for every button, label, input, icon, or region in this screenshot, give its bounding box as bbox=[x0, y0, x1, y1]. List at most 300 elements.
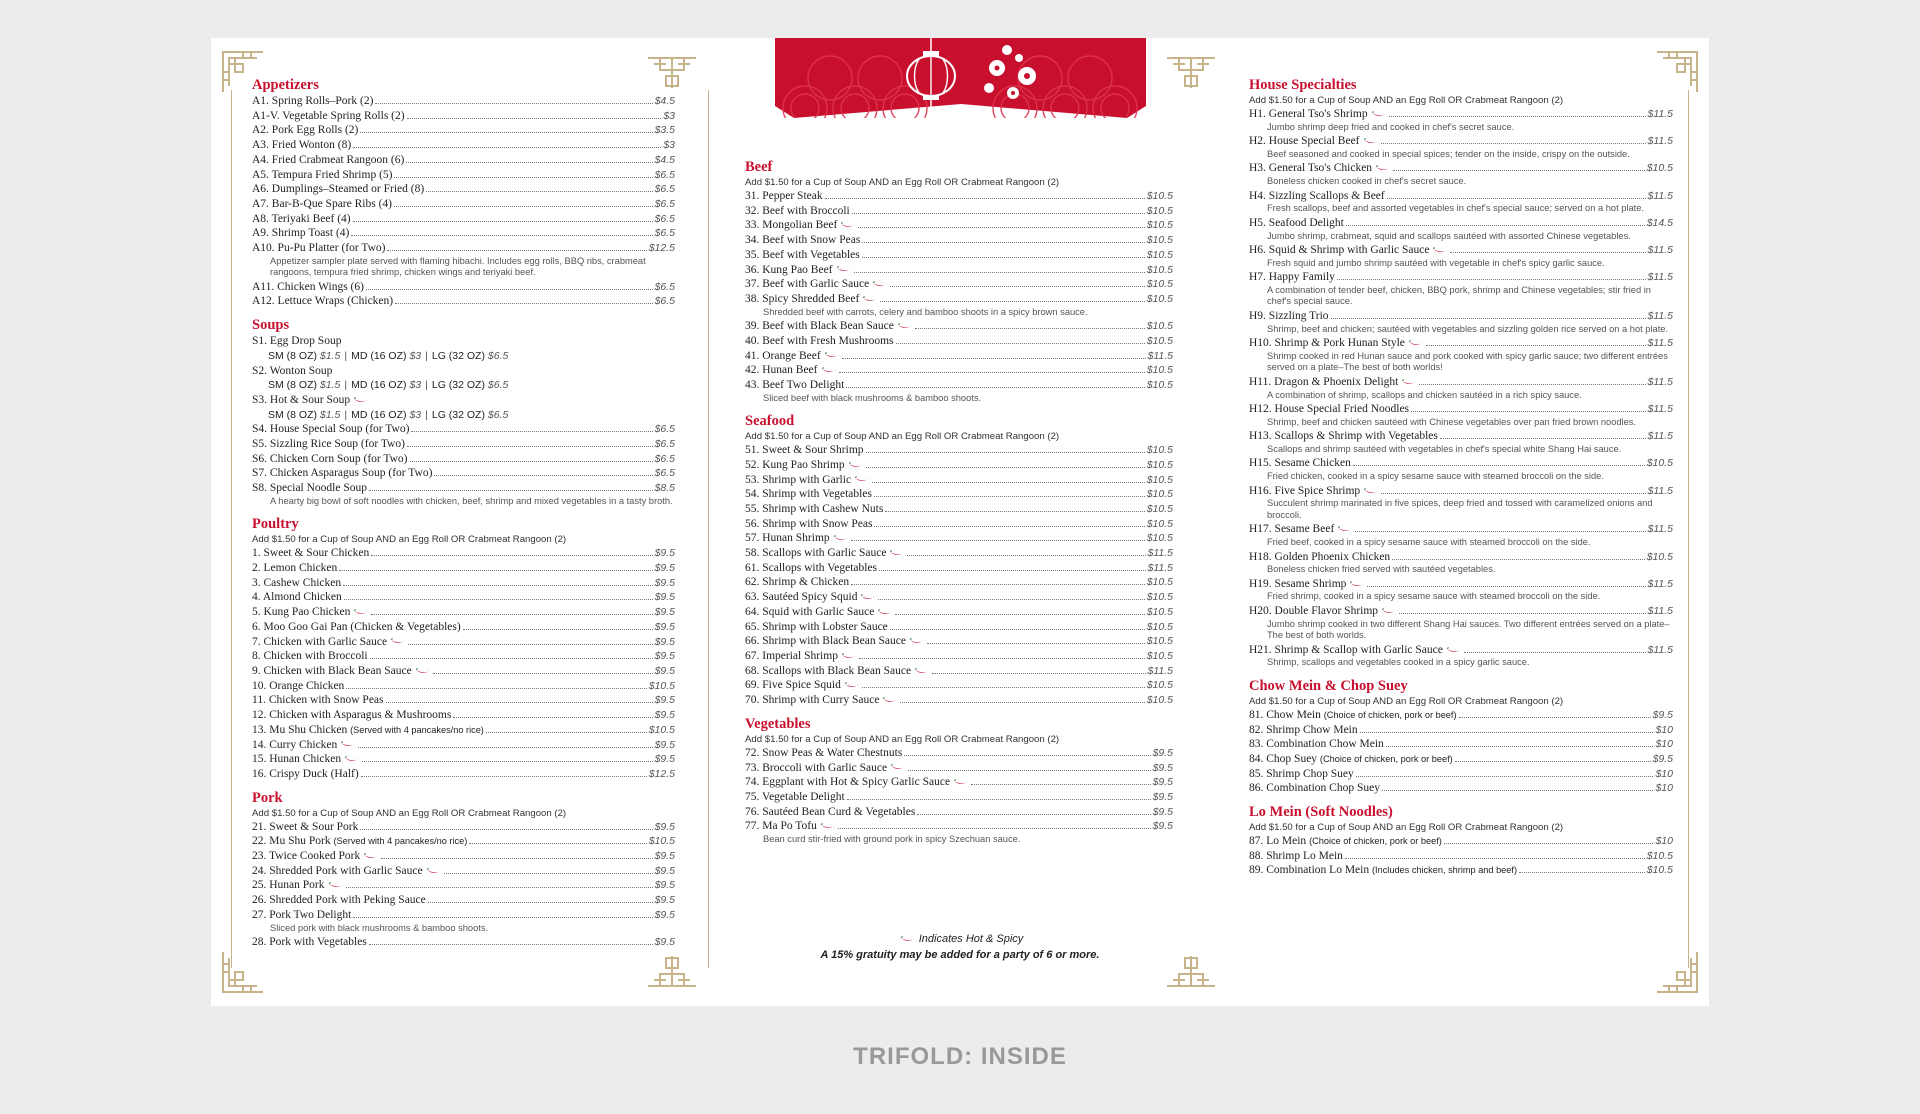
item-price: $4.5 bbox=[654, 153, 675, 166]
item-name-text: 32. Beef with Broccoli bbox=[745, 204, 850, 217]
item-name bbox=[1249, 522, 1353, 537]
dot-leader bbox=[932, 673, 1145, 674]
item-price: $9.5 bbox=[654, 591, 675, 604]
menu-item bbox=[745, 277, 1173, 292]
item-description: Fresh scallops, beef and assorted vegetables in chef's special sauce; served on a hot plate. bbox=[1267, 203, 1644, 214]
item-name bbox=[252, 590, 342, 605]
item-name bbox=[745, 746, 902, 761]
item-name bbox=[745, 443, 864, 458]
item-name bbox=[252, 466, 432, 481]
dot-leader bbox=[346, 887, 653, 888]
item-price: $9.5 bbox=[654, 820, 675, 833]
item-name-text: A6. Dumplings–Steamed or Fried (8) bbox=[252, 183, 425, 196]
item-price: $10 bbox=[1655, 767, 1673, 780]
item-price: $11.5 bbox=[1647, 484, 1673, 497]
item-name-text: 51. Sweet & Sour Shrimp bbox=[745, 444, 864, 457]
menu-item bbox=[252, 664, 675, 679]
pepper-icon bbox=[862, 296, 878, 303]
dot-leader bbox=[1459, 717, 1651, 718]
size-price: $3 bbox=[409, 408, 422, 421]
pepper-icon bbox=[860, 594, 876, 601]
menu-item bbox=[745, 531, 1173, 546]
item-name-text: H17. Sesame Beef bbox=[1249, 523, 1335, 536]
item-price: $11.5 bbox=[1647, 244, 1673, 257]
item-name-text: 1. Sweet & Sour Chicken bbox=[252, 547, 370, 560]
menu-item bbox=[252, 294, 675, 309]
dot-leader bbox=[394, 177, 652, 178]
item-name-text: H5. Seafood Delight bbox=[1249, 216, 1344, 229]
dot-leader bbox=[358, 747, 652, 748]
item-description: Bean curd stir-fried with ground pork in spicy Szechuan sauce. bbox=[763, 834, 1021, 845]
dot-leader bbox=[410, 461, 653, 462]
item-description: Appetizer sampler plate served with flaming hibachi. Includes egg rolls, BBQ ribs, crabmeat rangoons, tempura fried shrimp, chicken wings and teriyaki beef. bbox=[270, 255, 646, 278]
menu-item bbox=[745, 649, 1173, 664]
item-name bbox=[1249, 456, 1351, 471]
item-name bbox=[252, 546, 369, 561]
item-description: A hearty big bowl of soft noodles with chicken, beef, shrimp and mixed vegetables in a tasty broth. bbox=[270, 495, 673, 506]
dot-leader bbox=[927, 643, 1145, 644]
item-price: $10.5 bbox=[1146, 219, 1173, 232]
item-name bbox=[252, 153, 404, 168]
dot-leader bbox=[846, 387, 1144, 388]
menu-item bbox=[745, 218, 1173, 233]
dot-leader bbox=[880, 301, 1144, 302]
item-name bbox=[252, 364, 332, 379]
item-name-text: 83. Combination Chow Mein bbox=[1249, 738, 1384, 751]
dot-leader bbox=[346, 688, 646, 689]
item-name-text: 9. Chicken with Black Bean Sauce bbox=[252, 665, 412, 677]
size-label: LG (32 OZ) bbox=[431, 408, 485, 421]
item-price: $4.5 bbox=[654, 95, 675, 107]
item-name bbox=[745, 319, 913, 334]
item-name bbox=[745, 790, 845, 805]
menu-item bbox=[1249, 456, 1673, 471]
item-name bbox=[745, 487, 872, 502]
dot-leader bbox=[408, 644, 652, 645]
menu-item bbox=[745, 263, 1173, 278]
item-price: $10.5 bbox=[1146, 620, 1173, 633]
menu-item bbox=[252, 153, 675, 168]
item-price: $9.5 bbox=[1152, 776, 1173, 789]
item-name bbox=[745, 473, 870, 488]
item-price: $10.5 bbox=[1646, 457, 1673, 470]
item-name-text: A12. Lettuce Wraps (Chicken) bbox=[252, 295, 394, 308]
item-price: $10.5 bbox=[1146, 292, 1173, 305]
dot-leader bbox=[851, 584, 1145, 585]
item-name bbox=[252, 834, 467, 849]
item-name-text: S8. Special Noodle Soup bbox=[252, 482, 367, 495]
size-options bbox=[252, 408, 675, 423]
menu-item bbox=[252, 546, 675, 561]
dot-leader bbox=[862, 257, 1145, 258]
size-divider: | bbox=[344, 349, 348, 362]
item-name bbox=[252, 908, 351, 923]
item-name bbox=[1249, 189, 1385, 204]
pepper-icon bbox=[840, 222, 856, 229]
item-price: $6.5 bbox=[654, 183, 675, 196]
item-name-text: 8. Chicken with Broccoli bbox=[252, 650, 368, 663]
item-price: $10.5 bbox=[1146, 248, 1173, 261]
menu-item bbox=[1249, 336, 1673, 351]
menu-item bbox=[252, 466, 675, 481]
dot-leader bbox=[854, 272, 1145, 273]
item-name bbox=[1249, 781, 1380, 796]
menu-item bbox=[252, 212, 675, 227]
menu-item bbox=[1249, 189, 1673, 204]
item-price: $11.5 bbox=[1647, 189, 1673, 202]
item-price: $6.5 bbox=[654, 295, 675, 308]
menu-item bbox=[252, 561, 675, 576]
item-name-text: A7. Bar-B-Que Spare Ribs (4) bbox=[252, 197, 392, 210]
size-divider: | bbox=[344, 379, 348, 392]
item-price: $9.5 bbox=[654, 709, 675, 722]
item-name bbox=[1249, 309, 1329, 324]
dot-leader bbox=[838, 828, 1151, 829]
menu-item bbox=[252, 649, 675, 664]
menu-item bbox=[1249, 522, 1673, 537]
item-name bbox=[1249, 577, 1365, 592]
item-price: $9.5 bbox=[654, 576, 675, 589]
dot-leader bbox=[361, 776, 647, 777]
item-name bbox=[252, 334, 341, 349]
item-name-text: 89. Combination Lo Mein bbox=[1249, 864, 1370, 877]
dot-leader bbox=[369, 944, 653, 945]
item-name-text: 61. Scallops with Vegetables bbox=[745, 561, 878, 574]
item-name bbox=[745, 634, 925, 649]
item-name bbox=[252, 893, 426, 908]
item-name bbox=[252, 664, 431, 679]
menu-item bbox=[252, 481, 675, 496]
menu-item bbox=[745, 363, 1173, 378]
pepper-icon bbox=[426, 868, 442, 875]
item-name-text: 76. Sautéed Bean Curd & Vegetables bbox=[745, 805, 916, 818]
menu-item bbox=[1249, 849, 1673, 864]
menu-section bbox=[1249, 803, 1673, 878]
menu-item bbox=[252, 393, 675, 408]
pepper-icon bbox=[897, 323, 913, 330]
item-name bbox=[745, 819, 836, 834]
menu-item bbox=[1249, 863, 1673, 878]
item-price: $9.5 bbox=[654, 738, 675, 751]
dot-leader bbox=[371, 555, 652, 556]
gratuity-note: A 15% gratuity may be added for a party of 6 or more. bbox=[820, 949, 1100, 961]
item-name-text: H10. Shrimp & Pork Hunan Style bbox=[1249, 337, 1405, 350]
item-price: $11.5 bbox=[1647, 309, 1673, 322]
item-name bbox=[252, 109, 405, 124]
item-name bbox=[252, 723, 484, 738]
menu-section bbox=[1249, 76, 1673, 670]
dot-leader bbox=[407, 446, 653, 447]
pepper-icon bbox=[900, 936, 916, 943]
dot-leader bbox=[406, 162, 652, 163]
item-price: $6.5 bbox=[654, 423, 675, 436]
dot-leader bbox=[375, 103, 652, 104]
item-name-text: 36. Kung Pao Beef bbox=[745, 263, 833, 276]
item-description: Fried chicken, cooked in a spicy sesame sauce with steamed broccoli on the side. bbox=[1267, 471, 1604, 482]
item-price: $10 bbox=[1655, 738, 1673, 751]
item-name bbox=[745, 775, 969, 790]
item-price: $9.5 bbox=[654, 753, 675, 766]
item-price: $10.5 bbox=[1146, 591, 1173, 604]
dot-leader bbox=[825, 198, 1145, 199]
item-name-text: 3. Cashew Chicken bbox=[252, 576, 342, 589]
item-name-text: H11. Dragon & Phoenix Delight bbox=[1249, 375, 1399, 388]
dot-leader bbox=[1455, 761, 1651, 762]
dot-leader bbox=[890, 629, 1145, 630]
item-price: $9.5 bbox=[1152, 746, 1173, 759]
item-name-text: A2. Pork Egg Rolls (2) bbox=[252, 124, 359, 137]
item-price: $10 bbox=[1655, 835, 1673, 848]
item-name-text: 84. Chop Suey bbox=[1249, 752, 1318, 765]
dot-leader bbox=[907, 555, 1145, 556]
item-name-text: 33. Mongolian Beef bbox=[745, 219, 838, 232]
menu-item bbox=[252, 935, 675, 950]
menu-item bbox=[252, 635, 675, 650]
item-name-text: 24. Shredded Pork with Garlic Sauce bbox=[252, 864, 423, 877]
section-title: Vegetables bbox=[745, 715, 811, 732]
size-price: $3 bbox=[409, 349, 422, 362]
dot-leader bbox=[851, 540, 1145, 541]
item-description: Shredded beef with carrots, celery and bamboo shoots in a spicy brown sauce. bbox=[763, 306, 1088, 317]
size-price: $1.5 bbox=[319, 379, 341, 392]
size-divider: | bbox=[425, 408, 428, 421]
dot-leader bbox=[872, 482, 1145, 483]
section-note: Add $1.50 for a Cup of Soup AND an Egg Roll OR Crabmeat Rangoon (2) bbox=[252, 807, 567, 819]
corner-ornament-icon bbox=[1647, 950, 1699, 994]
dot-leader bbox=[915, 328, 1145, 329]
dot-leader bbox=[426, 191, 652, 192]
item-name bbox=[252, 649, 368, 664]
dot-leader bbox=[842, 358, 1146, 359]
menu-item bbox=[745, 204, 1173, 219]
dot-leader bbox=[1345, 858, 1645, 859]
item-name bbox=[745, 263, 852, 278]
menu-item bbox=[745, 546, 1173, 561]
item-name-text: H12. House Special Fried Noodles bbox=[1249, 403, 1410, 416]
pepper-icon bbox=[844, 682, 860, 689]
item-name-text: 2. Lemon Chicken bbox=[252, 562, 338, 575]
dot-leader bbox=[890, 286, 1144, 287]
menu-item bbox=[252, 280, 675, 295]
item-name bbox=[252, 481, 367, 496]
item-description: Boneless chicken fried served with sautéed vegetables. bbox=[1267, 564, 1496, 575]
item-name-text: S4. House Special Soup (for Two) bbox=[252, 423, 410, 436]
pepper-icon bbox=[1381, 608, 1397, 615]
item-price: $10.5 bbox=[1646, 550, 1673, 563]
item-price: $11.5 bbox=[1647, 375, 1673, 388]
pepper-icon bbox=[328, 882, 344, 889]
item-name bbox=[745, 277, 888, 292]
item-description: Shrimp cooked in red Hunan sauce and pork cooked with spicy garlic sauce; two different entrées served on a plate–The best of both worlds! bbox=[1267, 350, 1668, 373]
item-name bbox=[252, 226, 349, 241]
menu-item bbox=[1249, 484, 1673, 499]
item-name bbox=[252, 393, 369, 408]
right-column bbox=[1249, 76, 1673, 885]
item-description: Fried shrimp, cooked in a spicy sesame sauce with steamed broccoli on the side. bbox=[1267, 591, 1601, 602]
item-price: $9.5 bbox=[654, 936, 675, 949]
dot-leader bbox=[1382, 790, 1653, 791]
item-name-text: H2. House Special Beef bbox=[1249, 135, 1360, 148]
item-name bbox=[1249, 429, 1438, 444]
section-title: Appetizers bbox=[252, 77, 319, 93]
dot-leader bbox=[366, 289, 653, 290]
dot-leader bbox=[1387, 198, 1646, 199]
item-name bbox=[1249, 336, 1424, 351]
item-name-text: 82. Shrimp Chow Mein bbox=[1249, 723, 1358, 736]
item-name-text: 22. Mu Shu Pork bbox=[252, 835, 331, 848]
menu-item bbox=[252, 708, 675, 723]
size-price: $1.5 bbox=[319, 349, 341, 362]
menu-item bbox=[745, 575, 1173, 590]
pepper-icon bbox=[882, 697, 898, 704]
item-name-text: 87. Lo Mein bbox=[1249, 835, 1307, 848]
dot-leader bbox=[353, 221, 653, 222]
item-price: $9.5 bbox=[654, 635, 675, 648]
item-price: $10.5 bbox=[1146, 364, 1173, 377]
item-name bbox=[745, 805, 915, 820]
item-name-text: 63. Sautéed Spicy Squid bbox=[745, 591, 858, 604]
item-name-text: H19. Sesame Shrimp bbox=[1249, 577, 1347, 590]
menu-item bbox=[252, 693, 675, 708]
item-name-text: 11. Chicken with Snow Peas bbox=[252, 694, 384, 707]
pepper-icon bbox=[344, 756, 360, 763]
menu-item bbox=[252, 241, 675, 256]
corner-ornament-icon bbox=[1165, 50, 1217, 94]
section-title: Seafood bbox=[745, 413, 795, 430]
item-price: $10.5 bbox=[1146, 458, 1173, 471]
section-note: Add $1.50 for a Cup of Soup AND an Egg Roll OR Crabmeat Rangoon (2) bbox=[745, 733, 1060, 745]
menu-item bbox=[1249, 781, 1673, 796]
item-name-text: H18. Golden Phoenix Chicken bbox=[1249, 550, 1391, 563]
menu-item bbox=[1249, 834, 1673, 849]
item-price: $10.5 bbox=[1146, 488, 1173, 501]
item-name-text: 34. Beef with Snow Peas bbox=[745, 234, 861, 247]
item-name bbox=[252, 605, 369, 620]
item-price: $10.5 bbox=[1146, 204, 1173, 217]
item-name bbox=[252, 635, 406, 650]
item-name bbox=[1249, 834, 1442, 849]
item-name-text: 55. Shrimp with Cashew Nuts bbox=[745, 502, 884, 515]
item-name bbox=[252, 752, 360, 767]
menu-item bbox=[745, 805, 1173, 820]
pepper-icon bbox=[909, 638, 925, 645]
item-name-text: 14. Curry Chicken bbox=[252, 738, 338, 751]
item-name-text: 35. Beef with Vegetables bbox=[745, 248, 860, 261]
menu-item bbox=[745, 590, 1173, 605]
item-name bbox=[252, 437, 405, 452]
dot-leader bbox=[1389, 116, 1646, 117]
dot-leader bbox=[852, 213, 1145, 214]
item-name bbox=[1249, 723, 1358, 738]
panel-border bbox=[1688, 90, 1689, 968]
item-description: Succulent shrimp marinated in five spices, deep fried and tossed with caramelized onions and broccoli. bbox=[1267, 498, 1653, 520]
item-name-text: 25. Hunan Pork bbox=[252, 879, 325, 892]
dot-leader bbox=[1331, 318, 1646, 319]
pepper-icon bbox=[821, 367, 837, 374]
menu-item bbox=[252, 834, 675, 849]
pepper-icon bbox=[353, 609, 369, 616]
item-description: Boneless chicken cooked in chef's secret sauce. bbox=[1267, 176, 1467, 187]
item-name bbox=[1249, 767, 1354, 782]
section-title: Chow Mein & Chop Suey bbox=[1249, 677, 1408, 694]
size-label: LG (32 OZ) bbox=[431, 349, 485, 362]
item-name-text: 57. Hunan Shrimp bbox=[745, 532, 830, 545]
size-label: MD (16 OZ) bbox=[351, 349, 407, 362]
item-price: $10.5 bbox=[1646, 864, 1673, 877]
item-description: A combination of shrimp, scallops and chicken sautéed in a rich spicy sauce. bbox=[1267, 389, 1582, 400]
lantern-banner bbox=[775, 38, 1146, 118]
dot-leader bbox=[1367, 586, 1645, 587]
section-title: Pork bbox=[252, 789, 283, 806]
item-price: $9.5 bbox=[654, 562, 675, 575]
item-name bbox=[1249, 375, 1417, 390]
menu-item bbox=[745, 349, 1173, 364]
menu-section bbox=[1249, 677, 1673, 796]
dot-leader bbox=[343, 585, 652, 586]
dot-leader bbox=[453, 717, 652, 718]
section-title: Poultry bbox=[252, 516, 299, 533]
item-price: $11.5 bbox=[1647, 643, 1673, 656]
dot-leader bbox=[362, 761, 652, 762]
dot-leader bbox=[874, 496, 1145, 497]
item-name bbox=[1249, 737, 1384, 752]
item-name bbox=[745, 664, 930, 679]
dot-leader bbox=[444, 873, 653, 874]
item-description: Shrimp, beef and chicken sautéed with Chinese vegetables over pan fried brown noodles. bbox=[1267, 416, 1637, 427]
menu-item bbox=[252, 197, 675, 212]
pepper-icon bbox=[1371, 111, 1387, 118]
item-price: $10.5 bbox=[648, 679, 675, 692]
item-name bbox=[252, 561, 337, 576]
item-note: (Includes chicken, shrimp and beef) bbox=[1371, 865, 1518, 876]
dot-leader bbox=[904, 755, 1150, 756]
item-price: $11.5 bbox=[1647, 523, 1673, 536]
item-name-text: 26. Shredded Pork with Peking Sauce bbox=[252, 894, 426, 907]
item-name-text: 68. Scallops with Black Bean Sauce bbox=[745, 664, 912, 677]
item-price: $10.5 bbox=[1146, 334, 1173, 347]
item-name-text: 88. Shrimp Lo Mein bbox=[1249, 849, 1343, 862]
menu-item bbox=[252, 738, 675, 753]
menu-section bbox=[745, 412, 1173, 708]
pepper-icon bbox=[824, 352, 840, 359]
menu-item bbox=[1249, 309, 1673, 324]
size-divider: | bbox=[344, 408, 348, 421]
item-name bbox=[252, 422, 409, 437]
dot-leader bbox=[878, 599, 1144, 600]
item-name bbox=[1249, 643, 1462, 658]
menu-item bbox=[745, 775, 1173, 790]
pepper-icon bbox=[872, 281, 888, 288]
pepper-icon bbox=[1337, 526, 1353, 533]
menu-item bbox=[1249, 216, 1673, 231]
menu-item bbox=[252, 893, 675, 908]
section-note: Add $1.50 for a Cup of Soup AND an Egg Roll OR Crabmeat Rangoon (2) bbox=[745, 431, 1060, 443]
item-price: $3.5 bbox=[654, 124, 675, 137]
item-price: $9.5 bbox=[654, 694, 675, 707]
item-note: (Served with 4 pancakes/no rice) bbox=[350, 724, 484, 735]
item-note: (Choice of chicken, pork or beef) bbox=[1319, 753, 1453, 764]
panel-right bbox=[1210, 38, 1709, 1006]
item-price: $12.5 bbox=[648, 242, 675, 255]
item-name bbox=[745, 693, 898, 708]
item-description: Fried beef, cooked in a spicy sesame sauce with steamed broccoli on the side. bbox=[1267, 537, 1591, 548]
item-name-text: 52. Kung Pao Shrimp bbox=[745, 458, 845, 471]
item-description: Jumbo shrimp deep fried and cooked in chef's secret sauce. bbox=[1267, 121, 1515, 132]
dot-leader bbox=[1392, 559, 1645, 560]
item-name-text: 5. Kung Pao Chicken bbox=[252, 606, 351, 619]
item-name-text: S3. Hot & Sour Soup bbox=[252, 393, 351, 406]
pepper-icon bbox=[833, 535, 849, 542]
